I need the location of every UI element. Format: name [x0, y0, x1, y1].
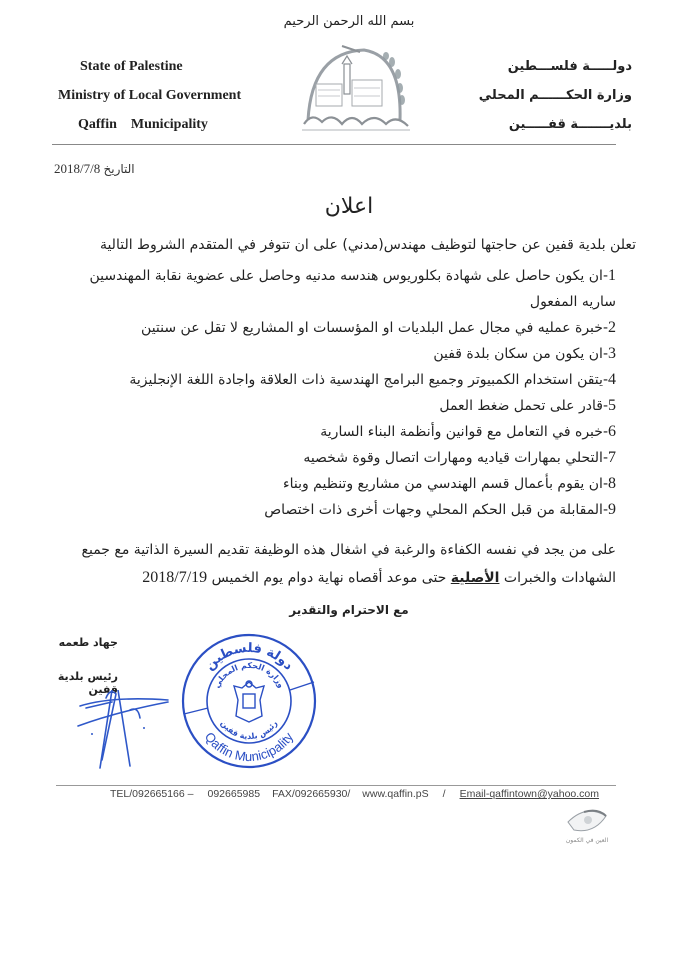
footer-email-link[interactable]: Email-qaffintown@yahoo.com	[459, 788, 600, 800]
footer-tel: TEL/092665166 –	[110, 788, 194, 800]
svg-text:Qaffin Municipality: Qaffin Municipality	[201, 729, 297, 765]
regards-line: مع الاحترام والتقدير	[289, 603, 409, 617]
requirement-item: 2-خبرة عمليه في مجال عمل البلديات او المؤسسات او المشاريع لا تقل عن سنتين	[141, 319, 616, 336]
footer-website-link[interactable]: www.qaffin.pS	[362, 788, 429, 800]
eye-logo-icon	[564, 804, 610, 844]
requirement-item: 8-ان يقوم بأعمال قسم الهندسي من مشاريع وتنظيم وبناء	[283, 475, 616, 492]
requirement-item: 7-التحلي بمهارات قياديه ومهارات اتصال وقوة شخصيه	[303, 449, 616, 466]
page-title: اعلان	[324, 194, 374, 219]
footer-divider	[56, 785, 616, 786]
requirement-item: 1-ان يكون حاصل على شهادة بكلوريوس هندسه مدنيه وحاصل على عضوية نقابة المهندسين ساريه المفعول	[89, 267, 616, 310]
qaffin-municipality-logo-icon	[282, 42, 424, 138]
deadline-date: 2018/7/19	[142, 569, 208, 586]
footer-separator: /	[442, 788, 446, 800]
emphasis-original: الأصلية	[450, 570, 500, 586]
date-label: التاريخ	[103, 162, 135, 176]
header-ar-state: دولـــــة فلســـطين	[507, 59, 632, 74]
requirement-item: 6-خبره في التعامل مع قوانين وأنظمة البناء السارية	[320, 423, 616, 440]
header-en-ministry: Ministry of Local Government	[58, 88, 242, 103]
header-ar-municipality: بلديـــــــة قفـــــين	[508, 117, 632, 132]
requirement-item: 5-قادر على تحمل ضغط العمل	[439, 397, 616, 414]
requirement-item: 4-يتقن استخدام الكمبيوتر وجميع البرامج الهندسية ذات العلاقة واجادة اللغة الإنجليزية	[129, 371, 616, 388]
requirements-list	[56, 263, 616, 523]
requirement-item: 3-ان يكون من سكان بلدة قفين	[433, 345, 616, 362]
svg-text:دولة فلسطين: دولة فلسطين	[202, 640, 296, 674]
document-date	[54, 161, 135, 177]
header-en-state: State of Palestine	[80, 59, 183, 74]
svg-text:وزارة الحكم المحلي: وزارة الحكم المحلي	[212, 660, 286, 690]
date-value: 2018/7/8	[54, 161, 101, 176]
official-stamp-icon	[178, 630, 320, 772]
footer-tel2: 092665985	[207, 788, 261, 800]
svg-text:رئيس بلدية قفين: رئيس بلدية قفين	[218, 718, 280, 742]
header-ar-ministry: وزارة الحكــــــم المحلي	[478, 88, 632, 103]
contact-footer	[110, 788, 620, 800]
basmala: بسم الله الرحمن الرحيم	[283, 14, 415, 29]
footer-fax: FAX/092665930/	[272, 788, 351, 800]
svg-text:العين في الكمون: العين في الكمون	[565, 837, 609, 844]
signatory-name: جهاد طعمه	[58, 636, 118, 649]
signatory-title: رئيس بلدية قفين	[57, 670, 118, 696]
announcement-intro: تعلن بلدية قفين عن حاجتها لتوظيف مهندس(مدني) على ان تتوفر في المتقدم الشروط التالية	[99, 237, 636, 253]
requirement-item: 9-المقابلة من قبل الحكم المحلي وجهات أخرى ذات اختصاص	[264, 501, 616, 518]
closing-paragraph: على من يجد في نفسه الكفاءة والرغبة في اشغال هذه الوظيفة تقديم السيرة الذاتية مع جميع الشهادات والخبرات الأصلية حتى موعد أقصاه نهاية دوام يوم الخميس 2018/7/19	[81, 542, 616, 586]
header-en-municipality: Qaffin Municipality	[78, 117, 208, 132]
signature-icon	[72, 690, 182, 770]
header-divider	[52, 144, 616, 145]
